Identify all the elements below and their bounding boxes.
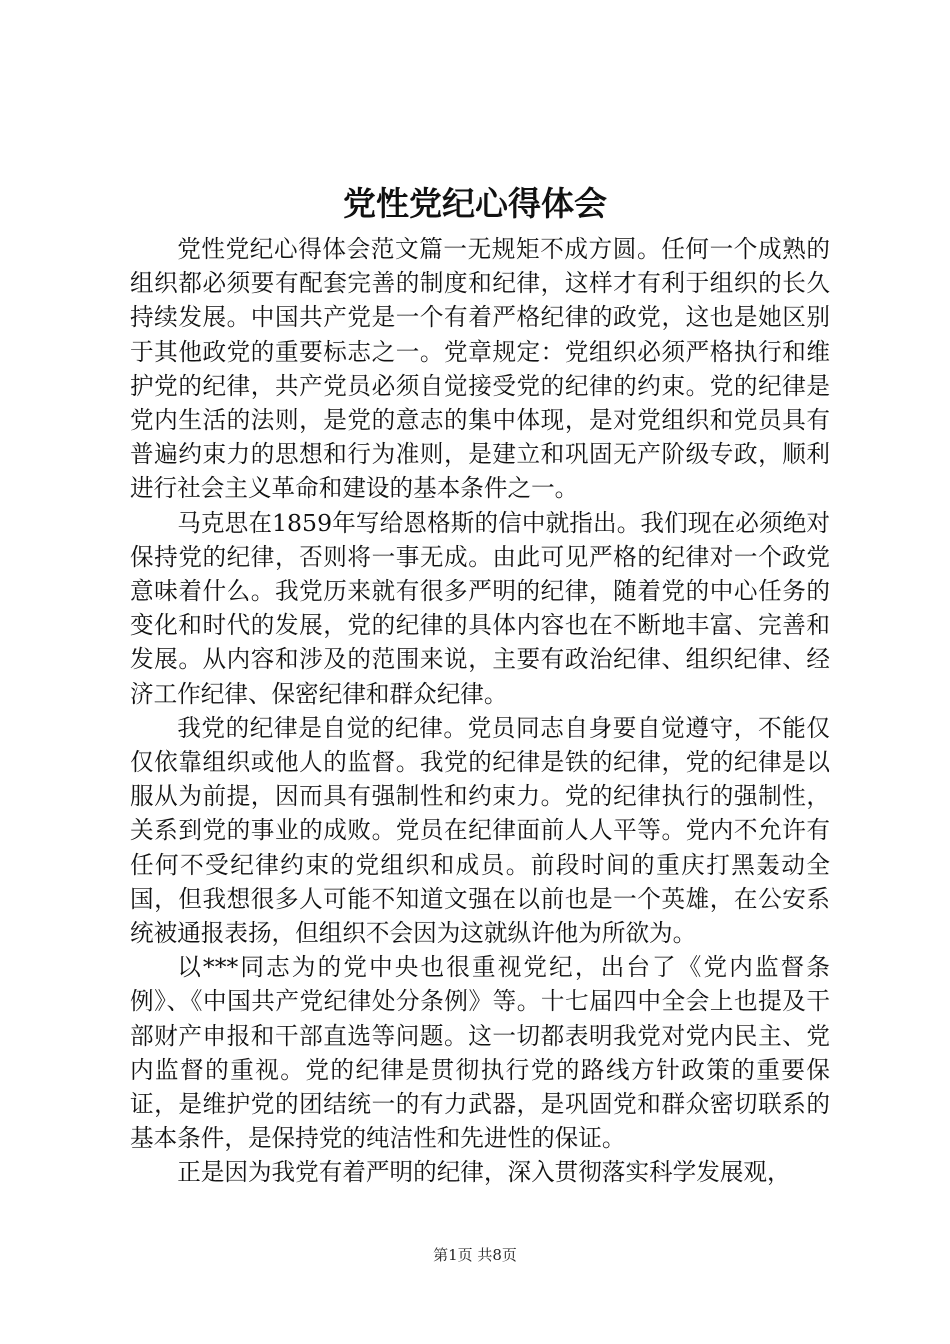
paragraph-4: 以***同志为的党中央也很重视党纪，出台了《党内监督条例》、《中国共产党纪律处分条例》等。十七届四中全会上也提及干部财产申报和干部直选等问题。这一切都表明我党对党内民主、党内监督的重视。党的纪律是贯彻执行党的路线方针政策的重要保证，是维护党的团结统一的有力武器，是巩固党和群众密切联系的基本条件，是保持党的纯洁性和先进性的保证。 <box>130 953 830 1153</box>
paragraph-2: 马克思在1859年写给恩格斯的信中就指出。我们现在必须绝对保持党的纪律，否则将一事无成。由此可见严格的纪律对一个政党意味着什么。我党历来就有很多严明的纪律，随着党的中心任务的变化和时代的发展，党的纪律的具体内容也在不断地丰富、完善和发展。从内容和涉及的范围来说，主要有政治纪律、组织纪律、经济工作纪律、保密纪律和群众纪律。 <box>130 508 830 708</box>
document-body <box>130 232 830 1190</box>
paragraph-3: 我党的纪律是自觉的纪律。党员同志自身要自觉遵守，不能仅仅依靠组织或他人的监督。我党的纪律是铁的纪律，党的纪律是以服从为前提，因而具有强制性和约束力。党的纪律执行的强制性，关系到党的事业的成败。党员在纪律面前人人平等。党内不允许有任何不受纪律约束的党组织和成员。前段时间的重庆打黑轰动全国，但我想很多人可能不知道文强在以前也是一个英雄，在公安系统被通报表扬，但组织不会因为这就纵许他为所欲为。 <box>130 713 830 948</box>
paragraph-1: 党性党纪心得体会范文篇一无规矩不成方圆。任何一个成熟的组织都必须要有配套完善的制度和纪律，这样才有利于组织的长久持续发展。中国共产党是一个有着严格纪律的政党，这也是她区别于其他政党的重要标志之一。党章规定：党组织必须严格执行和维护党的纪律，共产党员必须自觉接受党的纪律的约束。党的纪律是党内生活的法则，是党的意志的集中体现，是对党组织和党员具有普遍约束力的思想和行为准则，是建立和巩固无产阶级专政，顺利进行社会主义革命和建设的基本条件之一。 <box>130 235 830 503</box>
document-title: 党性党纪心得体会 <box>343 184 607 223</box>
page-number-footer: 第1页 共8页 <box>433 1246 517 1264</box>
paragraph-5: 正是因为我党有着严明的纪律，深入贯彻落实科学发展观， <box>177 1158 791 1187</box>
